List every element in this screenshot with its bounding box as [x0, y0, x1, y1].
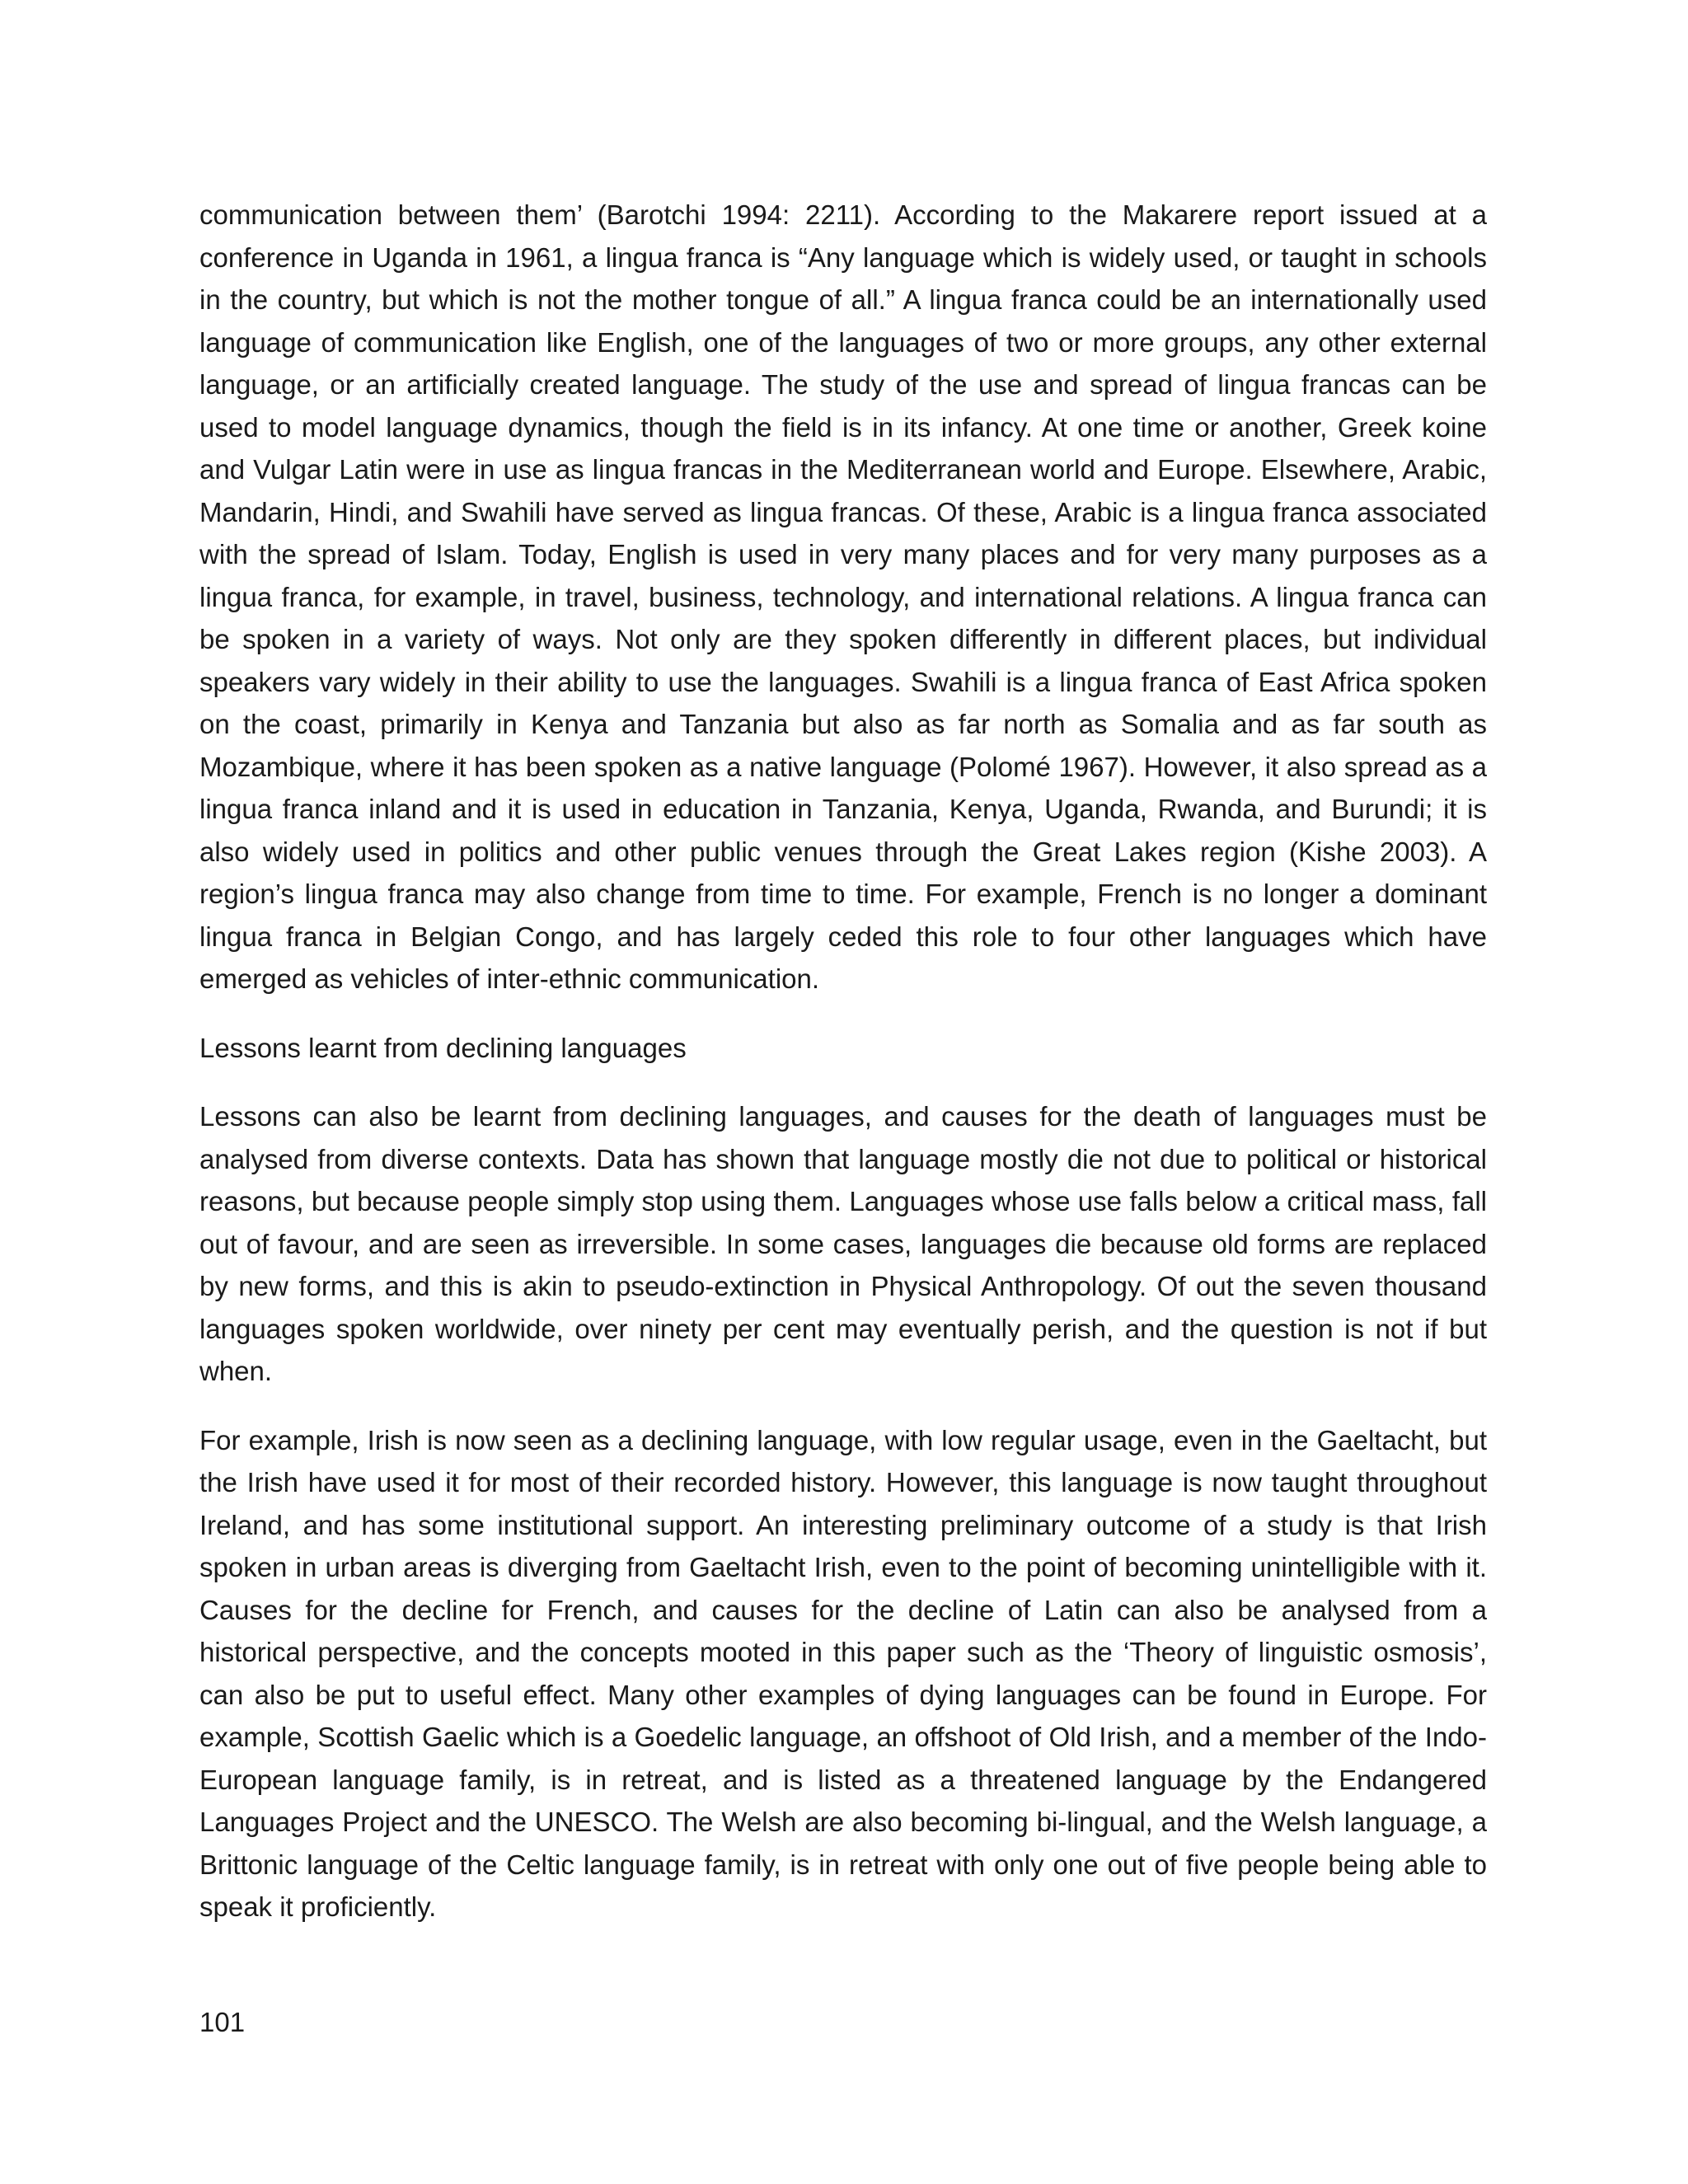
page-body [199, 194, 1487, 1955]
body-paragraph-irish-example: For example, Irish is now seen as a declining language, with low regular usage, even in the Gaeltacht, but the Irish have used it for most of their recorded history. However, this language is now taught throughout Ireland, and has some institutional support. An interesting preliminary outcome of a study is that Irish spoken in urban areas is diverging from Gaeltacht Irish, even to the point of becoming unintelligible with it. Causes for the decline for French, and causes for the decline of Latin can also be analysed from a historical perspective, and the concepts mooted in this paper such as the ‘Theory of linguistic osmosis’, can also be put to useful effect. Many other examples of dying languages can be found in Europe. For example, Scottish Gaelic which is a Goedelic language, an offshoot of Old Irish, and a member of the Indo-European language family, is in retreat, and is listed as a threatened language by the Endangered Languages Project and the UNESCO. The Welsh are also becoming bi-lingual, and the Welsh language, a Brittonic language of the Celtic language family, is in retreat with only one out of five people being able to speak it proficiently. [199, 1424, 1487, 1922]
body-paragraph-lingua-franca: communication between them’ (Barotchi 1994: 2211). According to the Makarere report issued at a conference in Uganda in 1961, a lingua franca is “Any language which is widely used, or taught in schools in the country, but which is not the mother tongue of all.” A lingua franca could be an internationally used language of communication like English, one of the languages of two or more groups, any other external language, or an artificially created language. The study of the use and spread of lingua francas can be used to model language dynamics, though the field is in its infancy. At one time or another, Greek koine and Vulgar Latin were in use as lingua francas in the Mediterranean world and Europe. Elsewhere, Arabic, Mandarin, Hindi, and Swahili have served as lingua francas. Of these, Arabic is a lingua franca associated with the spread of Islam. Today, English is used in very many places and for very many purposes as a lingua franca, for example, in travel, business, technology, and international relations. A lingua franca can be spoken in a variety of ways. Not only are they spoken differently in different places, but individual speakers vary widely in their ability to use the languages. Swahili is a lingua franca of East Africa spoken on the coast, primarily in Kenya and Tanzania but also as far north as Somalia and as far south as Mozambique, where it has been spoken as a native language (Polomé 1967). However, it also spread as a lingua franca inland and it is used in education in Tanzania, Kenya, Uganda, Rwanda, and Burundi; it is also widely used in politics and other public venues through the Great Lakes region (Kishe 2003). A region’s lingua franca may also change from time to time. For example, French is no longer a dominant lingua franca in Belgian Congo, and has largely ceded this role to four other languages which have emerged as vehicles of inter-ethnic communication. [199, 199, 1487, 994]
section-heading: Lessons learnt from declining languages [199, 1032, 687, 1063]
body-paragraph-declining-languages: Lessons can also be learnt from declining languages, and causes for the death of languages must be analysed from diverse contexts. Data has shown that language mostly die not due to political or historical reasons, but because people simply stop using them. Languages whose use falls below a critical mass, fall out of favour, and are seen as irreversible. In some cases, languages die because old forms are replaced by new forms, and this is akin to pseudo-extinction in Physical Anthropology. Of out the seven thousand languages spoken worldwide, over ninety per cent may eventually perish, and the question is not if but when. [199, 1101, 1487, 1386]
page-number: 101 [199, 2007, 246, 2037]
